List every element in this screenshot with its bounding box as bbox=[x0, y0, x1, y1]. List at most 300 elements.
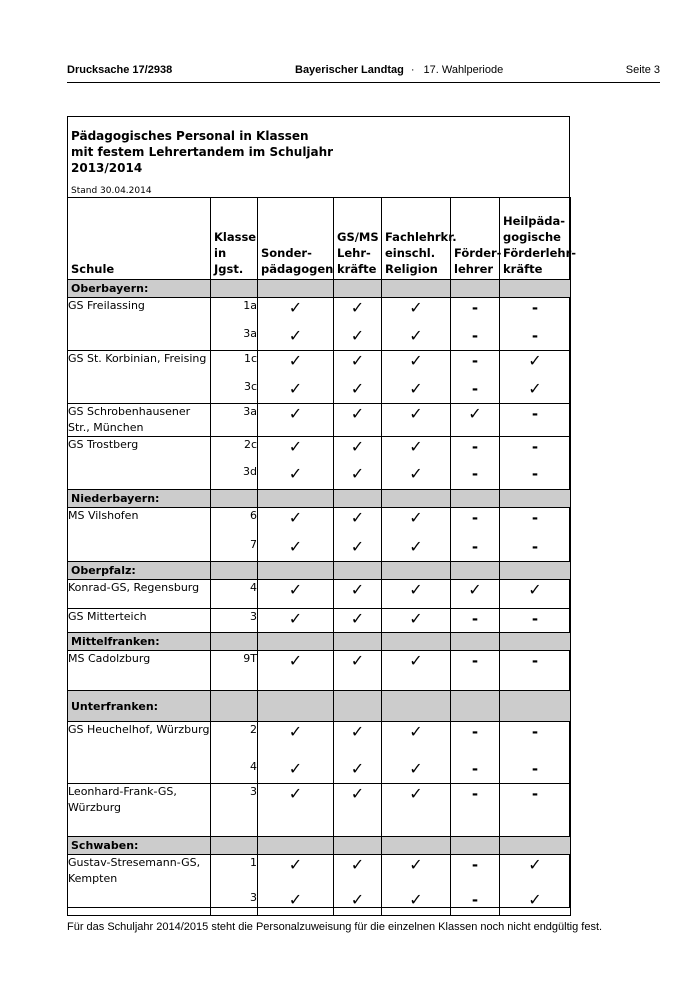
check-icon: ✓ bbox=[350, 351, 365, 370]
class-grade: 3a bbox=[211, 404, 258, 437]
region-filler-cell bbox=[258, 490, 334, 508]
table-row bbox=[68, 651, 571, 691]
class-grade: 9T bbox=[211, 651, 258, 691]
region-filler-cell bbox=[451, 837, 500, 855]
check-icon: ✓ bbox=[288, 609, 303, 628]
mark-cell bbox=[500, 379, 571, 404]
school-name bbox=[68, 759, 211, 784]
mark-cell bbox=[500, 651, 571, 691]
dash-icon: - bbox=[531, 610, 539, 628]
school-name: Leonhard-Frank-GS, Würzburg bbox=[68, 784, 211, 837]
mark-cell bbox=[258, 580, 334, 609]
region-label: Oberbayern: bbox=[68, 280, 211, 298]
region-filler-cell bbox=[451, 633, 500, 651]
table-row bbox=[68, 784, 571, 837]
check-icon: ✓ bbox=[350, 325, 365, 345]
mark-cell bbox=[258, 722, 334, 759]
mark-cell bbox=[451, 722, 500, 759]
dash-icon: - bbox=[471, 652, 479, 670]
table-row bbox=[68, 580, 571, 609]
mark-cell bbox=[382, 404, 451, 437]
class-grade: 2c bbox=[211, 437, 258, 464]
mark-cell bbox=[258, 651, 334, 691]
table-row bbox=[68, 537, 571, 562]
check-icon: ✓ bbox=[528, 855, 542, 874]
check-icon: ✓ bbox=[350, 889, 365, 909]
dash-icon: - bbox=[471, 723, 479, 741]
class-grade: 3d bbox=[211, 464, 258, 490]
legislative-period: 17. Wahlperiode bbox=[423, 64, 504, 76]
class-grade: 4 bbox=[211, 759, 258, 784]
check-icon: ✓ bbox=[409, 889, 423, 909]
column-header-line: Klasse bbox=[214, 230, 257, 244]
dash-icon: - bbox=[531, 652, 539, 670]
mark-cell bbox=[258, 298, 334, 326]
class-grade: 2 bbox=[211, 722, 258, 759]
check-icon: ✓ bbox=[350, 463, 365, 483]
document-number: Drucksache 17/2938 bbox=[67, 64, 173, 76]
check-icon: ✓ bbox=[288, 536, 303, 556]
region-filler-cell bbox=[258, 691, 334, 722]
dash-icon: - bbox=[471, 509, 479, 527]
region-label: Oberpfalz: bbox=[68, 562, 211, 580]
table-row bbox=[68, 508, 571, 537]
mark-cell bbox=[258, 326, 334, 351]
mark-cell bbox=[334, 580, 382, 609]
mark-cell bbox=[451, 404, 500, 437]
column-header-line: in Jgst. bbox=[214, 246, 244, 276]
mark-cell bbox=[334, 722, 382, 759]
school-name: GS Schrobenhausener Str., München bbox=[68, 404, 211, 437]
dash-icon: - bbox=[471, 438, 479, 456]
dash-icon: - bbox=[531, 299, 539, 317]
col-school bbox=[68, 198, 211, 280]
mark-cell bbox=[451, 580, 500, 609]
mark-cell bbox=[451, 437, 500, 464]
check-icon: ✓ bbox=[350, 855, 365, 874]
region-filler-cell bbox=[382, 691, 451, 722]
check-icon: ✓ bbox=[288, 758, 303, 778]
region-filler-cell bbox=[382, 280, 451, 298]
dash-icon: - bbox=[471, 379, 479, 398]
mark-cell bbox=[500, 404, 571, 437]
check-icon: ✓ bbox=[350, 580, 365, 599]
check-icon: ✓ bbox=[288, 889, 303, 909]
school-name bbox=[68, 890, 211, 916]
region-filler-cell bbox=[258, 633, 334, 651]
region-row bbox=[68, 837, 571, 855]
mark-cell bbox=[500, 580, 571, 609]
school-name: MS Cadolzburg bbox=[68, 651, 211, 691]
region-filler-cell bbox=[211, 837, 258, 855]
page-header bbox=[67, 64, 660, 80]
footnote: Für das Schuljahr 2014/2015 steht die Personalzuweisung für die einzelnen Klassen noch nicht endgültig fest. bbox=[67, 921, 603, 933]
table-row bbox=[68, 464, 571, 490]
region-label: Mittelfranken: bbox=[68, 633, 211, 651]
mark-cell bbox=[382, 326, 451, 351]
column-header-line: Lehr- bbox=[337, 246, 371, 260]
mark-cell bbox=[382, 722, 451, 759]
table-row bbox=[68, 379, 571, 404]
title-line: Pädagogisches Personal in Klassen bbox=[71, 129, 309, 143]
mark-cell bbox=[451, 609, 500, 633]
region-filler-cell bbox=[258, 280, 334, 298]
check-icon: ✓ bbox=[409, 404, 423, 423]
table-row bbox=[68, 404, 571, 437]
class-grade: 1 bbox=[211, 855, 258, 890]
table-header-row bbox=[68, 198, 571, 280]
check-icon: ✓ bbox=[528, 580, 542, 599]
mark-cell bbox=[451, 537, 500, 562]
mark-cell bbox=[451, 759, 500, 784]
mark-cell bbox=[334, 379, 382, 404]
table-body bbox=[68, 280, 571, 916]
mark-cell bbox=[382, 580, 451, 609]
check-icon: ✓ bbox=[468, 580, 482, 599]
mark-cell bbox=[382, 298, 451, 326]
page-number: Seite 3 bbox=[625, 64, 660, 76]
mark-cell bbox=[500, 759, 571, 784]
dash-icon: - bbox=[531, 723, 539, 741]
region-filler-cell bbox=[500, 633, 571, 651]
check-icon: ✓ bbox=[288, 378, 303, 398]
col-foerderlehrer bbox=[451, 198, 500, 280]
region-filler-cell bbox=[211, 562, 258, 580]
table-row bbox=[68, 855, 571, 890]
mark-cell bbox=[334, 890, 382, 916]
header-separator: · bbox=[410, 64, 415, 76]
column-header-line: GS/MS bbox=[337, 230, 379, 244]
check-icon: ✓ bbox=[409, 855, 423, 874]
mark-cell bbox=[334, 508, 382, 537]
dash-icon: - bbox=[471, 537, 479, 556]
column-header-line: lehrer bbox=[454, 262, 494, 276]
mark-cell bbox=[500, 855, 571, 890]
dash-icon: - bbox=[471, 785, 479, 803]
header-rule bbox=[67, 82, 660, 83]
school-name: GS Freilassing bbox=[68, 298, 211, 326]
check-icon: ✓ bbox=[350, 378, 365, 398]
column-header-line: Förder- bbox=[454, 246, 502, 260]
check-icon: ✓ bbox=[288, 325, 303, 345]
dash-icon: - bbox=[471, 326, 479, 345]
table-row bbox=[68, 351, 571, 379]
check-icon: ✓ bbox=[350, 437, 365, 456]
dash-icon: - bbox=[531, 464, 539, 483]
check-icon: ✓ bbox=[409, 758, 423, 778]
dash-icon: - bbox=[531, 537, 539, 556]
check-icon: ✓ bbox=[528, 351, 542, 370]
check-icon: ✓ bbox=[409, 609, 423, 628]
mark-cell bbox=[258, 508, 334, 537]
class-grade: 7 bbox=[211, 537, 258, 562]
mark-cell bbox=[451, 326, 500, 351]
region-filler-cell bbox=[382, 837, 451, 855]
region-filler-cell bbox=[382, 562, 451, 580]
dash-icon: - bbox=[471, 856, 479, 874]
mark-cell bbox=[258, 537, 334, 562]
check-icon: ✓ bbox=[528, 889, 542, 909]
dash-icon: - bbox=[531, 759, 539, 778]
class-grade: 1c bbox=[211, 351, 258, 379]
mark-cell bbox=[451, 351, 500, 379]
dash-icon: - bbox=[531, 438, 539, 456]
class-grade: 1a bbox=[211, 298, 258, 326]
region-label: Schwaben: bbox=[68, 837, 211, 855]
region-filler-cell bbox=[258, 837, 334, 855]
dash-icon: - bbox=[471, 759, 479, 778]
check-icon: ✓ bbox=[350, 722, 365, 741]
table-row bbox=[68, 326, 571, 351]
dash-icon: - bbox=[471, 299, 479, 317]
class-grade: 3a bbox=[211, 326, 258, 351]
dash-icon: - bbox=[471, 352, 479, 370]
check-icon: ✓ bbox=[409, 437, 423, 456]
region-filler-cell bbox=[451, 562, 500, 580]
check-icon: ✓ bbox=[288, 580, 303, 599]
column-header-line: Schule bbox=[71, 262, 115, 276]
school-name: GS Mitterteich bbox=[68, 609, 211, 633]
region-label: Unterfranken: bbox=[68, 691, 211, 722]
title-line: mit festem Lehrertandem im Schuljahr bbox=[71, 145, 334, 159]
region-filler-cell bbox=[500, 490, 571, 508]
mark-cell bbox=[334, 784, 382, 837]
mark-cell bbox=[451, 298, 500, 326]
mark-cell bbox=[382, 651, 451, 691]
col-klasse bbox=[211, 198, 258, 280]
mark-cell bbox=[258, 437, 334, 464]
dash-icon: - bbox=[471, 464, 479, 483]
region-row bbox=[68, 691, 571, 722]
check-icon: ✓ bbox=[468, 404, 482, 423]
dash-icon: - bbox=[531, 405, 539, 423]
table-row bbox=[68, 609, 571, 633]
dash-icon: - bbox=[531, 785, 539, 803]
mark-cell bbox=[382, 759, 451, 784]
col-sonderpaedagogen bbox=[258, 198, 334, 280]
mark-cell bbox=[500, 351, 571, 379]
column-header-line: Förderlehr- bbox=[503, 246, 577, 260]
mark-cell bbox=[451, 464, 500, 490]
check-icon: ✓ bbox=[409, 580, 423, 599]
mark-cell bbox=[258, 609, 334, 633]
dash-icon: - bbox=[531, 509, 539, 527]
region-label: Niederbayern: bbox=[68, 490, 211, 508]
check-icon: ✓ bbox=[409, 784, 423, 803]
check-icon: ✓ bbox=[288, 351, 303, 370]
region-filler-cell bbox=[500, 562, 571, 580]
region-filler-cell bbox=[258, 562, 334, 580]
mark-cell bbox=[334, 326, 382, 351]
class-grade: 3 bbox=[211, 890, 258, 916]
column-header-line: gogische bbox=[503, 230, 561, 244]
mark-cell bbox=[334, 855, 382, 890]
region-filler-cell bbox=[500, 837, 571, 855]
region-filler-cell bbox=[211, 633, 258, 651]
school-name bbox=[68, 537, 211, 562]
school-name: GS Heuchelhof, Würzburg bbox=[68, 722, 211, 759]
region-filler-cell bbox=[451, 490, 500, 508]
school-name: GS St. Korbinian, Freising bbox=[68, 351, 211, 379]
column-header-line: kräfte bbox=[503, 262, 543, 276]
mark-cell bbox=[334, 437, 382, 464]
check-icon: ✓ bbox=[409, 508, 423, 527]
dash-icon: - bbox=[531, 326, 539, 345]
region-filler-cell bbox=[211, 280, 258, 298]
check-icon: ✓ bbox=[350, 404, 365, 423]
check-icon: ✓ bbox=[288, 722, 303, 741]
region-filler-cell bbox=[382, 490, 451, 508]
column-header-line: kräfte bbox=[337, 262, 377, 276]
mark-cell bbox=[382, 464, 451, 490]
mark-cell bbox=[500, 508, 571, 537]
check-icon: ✓ bbox=[350, 536, 365, 556]
table-row bbox=[68, 437, 571, 464]
mark-cell bbox=[334, 609, 382, 633]
check-icon: ✓ bbox=[409, 378, 423, 398]
mark-cell bbox=[334, 404, 382, 437]
mark-cell bbox=[500, 890, 571, 916]
mark-cell bbox=[334, 537, 382, 562]
school-name: MS Vilshofen bbox=[68, 508, 211, 537]
mark-cell bbox=[258, 379, 334, 404]
check-icon: ✓ bbox=[350, 651, 365, 670]
check-icon: ✓ bbox=[409, 325, 423, 345]
title-line: 2013/2014 bbox=[71, 161, 143, 175]
mark-cell bbox=[258, 855, 334, 890]
table-row bbox=[68, 298, 571, 326]
class-grade: 4 bbox=[211, 580, 258, 609]
check-icon: ✓ bbox=[528, 378, 542, 398]
region-filler-cell bbox=[334, 562, 382, 580]
column-header-line: Religion bbox=[385, 262, 438, 276]
mark-cell bbox=[382, 890, 451, 916]
check-icon: ✓ bbox=[350, 609, 365, 628]
mark-cell bbox=[382, 537, 451, 562]
mark-cell bbox=[500, 464, 571, 490]
region-filler-cell bbox=[451, 280, 500, 298]
check-icon: ✓ bbox=[288, 437, 303, 456]
region-filler-cell bbox=[334, 490, 382, 508]
table-row bbox=[68, 890, 571, 916]
mark-cell bbox=[382, 351, 451, 379]
region-filler-cell bbox=[451, 691, 500, 722]
school-name bbox=[68, 326, 211, 351]
col-gs-ms-lehrkraefte bbox=[334, 198, 382, 280]
mark-cell bbox=[451, 855, 500, 890]
class-grade: 6 bbox=[211, 508, 258, 537]
mark-cell bbox=[258, 464, 334, 490]
column-header-line: Fachlehrkr. bbox=[385, 230, 457, 244]
mark-cell bbox=[258, 784, 334, 837]
mark-cell bbox=[500, 326, 571, 351]
check-icon: ✓ bbox=[350, 758, 365, 778]
region-filler-cell bbox=[500, 691, 571, 722]
check-icon: ✓ bbox=[409, 651, 423, 670]
mark-cell bbox=[382, 784, 451, 837]
mark-cell bbox=[451, 890, 500, 916]
check-icon: ✓ bbox=[288, 784, 303, 803]
region-row bbox=[68, 280, 571, 298]
mark-cell bbox=[500, 609, 571, 633]
dash-icon: - bbox=[471, 890, 479, 909]
check-icon: ✓ bbox=[409, 536, 423, 556]
check-icon: ✓ bbox=[350, 784, 365, 803]
mark-cell bbox=[500, 437, 571, 464]
mark-cell bbox=[334, 464, 382, 490]
mark-cell bbox=[382, 609, 451, 633]
class-grade: 3c bbox=[211, 379, 258, 404]
school-name bbox=[68, 379, 211, 404]
check-icon: ✓ bbox=[288, 508, 303, 527]
region-filler-cell bbox=[334, 280, 382, 298]
region-row bbox=[68, 633, 571, 651]
region-row bbox=[68, 490, 571, 508]
mark-cell bbox=[258, 890, 334, 916]
check-icon: ✓ bbox=[409, 298, 423, 317]
region-filler-cell bbox=[334, 837, 382, 855]
check-icon: ✓ bbox=[350, 508, 365, 527]
column-header-line: pädagogen bbox=[261, 262, 334, 276]
dash-icon: - bbox=[471, 610, 479, 628]
region-filler-cell bbox=[211, 691, 258, 722]
mark-cell bbox=[451, 379, 500, 404]
school-name: GS Trostberg bbox=[68, 437, 211, 464]
class-grade: 3 bbox=[211, 609, 258, 633]
mark-cell bbox=[334, 351, 382, 379]
mark-cell bbox=[451, 784, 500, 837]
mark-cell bbox=[500, 722, 571, 759]
mark-cell bbox=[258, 351, 334, 379]
mark-cell bbox=[451, 508, 500, 537]
mark-cell bbox=[451, 651, 500, 691]
region-filler-cell bbox=[334, 633, 382, 651]
check-icon: ✓ bbox=[288, 463, 303, 483]
region-filler-cell bbox=[382, 633, 451, 651]
column-header-line: einschl. bbox=[385, 246, 436, 260]
mark-cell bbox=[334, 651, 382, 691]
column-header-line: Heilpäda- bbox=[503, 214, 566, 228]
table-row bbox=[68, 759, 571, 784]
check-icon: ✓ bbox=[350, 298, 365, 317]
header-center bbox=[295, 64, 503, 76]
mark-cell bbox=[334, 298, 382, 326]
region-row bbox=[68, 562, 571, 580]
region-filler-cell bbox=[500, 280, 571, 298]
region-filler-cell bbox=[334, 691, 382, 722]
mark-cell bbox=[500, 537, 571, 562]
parliament-name: Bayerischer Landtag bbox=[295, 64, 404, 76]
table-row bbox=[68, 722, 571, 759]
check-icon: ✓ bbox=[288, 298, 303, 317]
check-icon: ✓ bbox=[409, 351, 423, 370]
school-name bbox=[68, 464, 211, 490]
check-icon: ✓ bbox=[409, 463, 423, 483]
mark-cell bbox=[500, 298, 571, 326]
mark-cell bbox=[382, 437, 451, 464]
personnel-table bbox=[67, 197, 577, 916]
check-icon: ✓ bbox=[288, 651, 303, 670]
column-header-line: Sonder- bbox=[261, 246, 312, 260]
check-icon: ✓ bbox=[288, 404, 303, 423]
check-icon: ✓ bbox=[288, 855, 303, 874]
mark-cell bbox=[382, 379, 451, 404]
mark-cell bbox=[258, 404, 334, 437]
region-filler-cell bbox=[211, 490, 258, 508]
school-name: Gustav-Stresemann-GS, Kempten bbox=[68, 855, 211, 890]
mark-cell bbox=[382, 855, 451, 890]
check-icon: ✓ bbox=[409, 722, 423, 741]
